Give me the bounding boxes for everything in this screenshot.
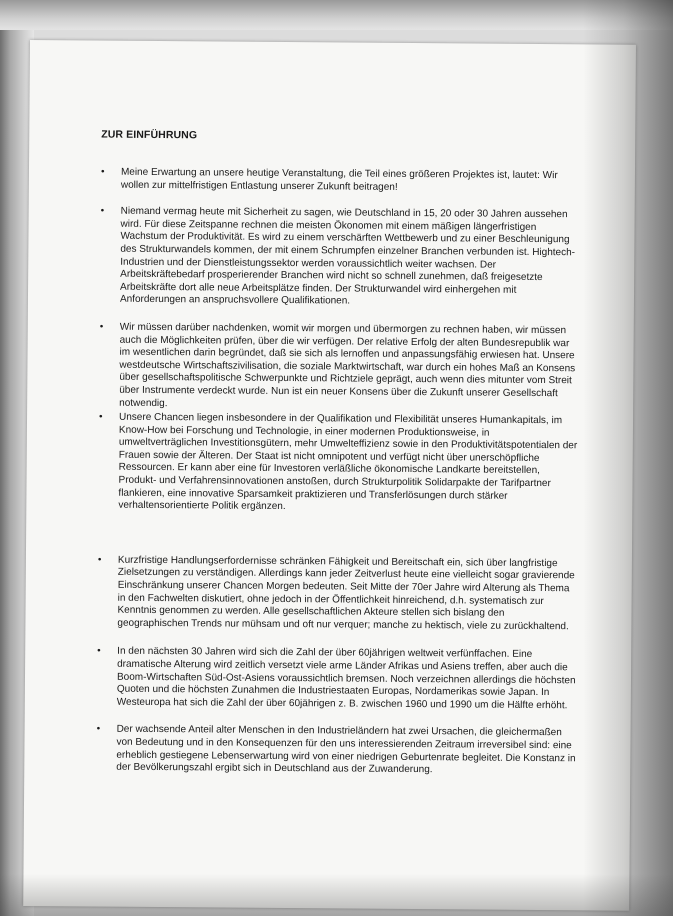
list-item — [97, 646, 577, 713]
paragraph-text: Wir müssen darüber nachdenken, womit wir morgen und übermorgen zu rechnen haben, wir müssen auch die Möglichkeiten prüfen, über die wir verfügen. Der relative Erfolg der alten Bundesrepublik war im wesentlichen darin begründet, daß sie sich als lernoffen und anpassungsfähig erwiesen hat. Unsere westdeutsche Wirtschaftszivilisation, die soziale Marktwirtschaft, war durch ein hohes Maß an Konsens über gesellschaftspolitische Schwerpunkte und Richtziele geprägt, auch wenn dies mitunter vom Streit über Instrumente verdeckt wurde. Nun ist ein neuer Konsens über die Zukunft unserer Gesellschaft notwendig. — [119, 321, 576, 409]
scan-shadow-right — [583, 0, 673, 916]
paragraph-text: Meine Erwartung an unsere heutige Veranstaltung, die Teil eines größeren Projektes ist, lautet: Wir wollen zur mittelfristigen Entlastung unserer Zukunft beitragen! — [120, 166, 558, 193]
bullet-icon: • — [100, 205, 105, 217]
bullet-icon: • — [99, 321, 104, 333]
paragraph-text: In den nächsten 30 Jahren wird sich die Zahl der über 60jährigen weltweit verfünffachen. Eine dramatische Alterung wird zeitlich versetzt viele arme Länder Afrikas und Asiens treffen, aber auch die Boom-Wirtschaften Süd-Ost-Asiens voraussichtlich bremsen. Noch verzeichnen allerdings die höchsten Quoten und die höchsten Zunahmen die Industriestaaten Europas, Nordamerikas sowie Japan. In Westeuropa hat sich die Zahl der über 60jährigen z. B. zwischen 1960 und 1990 um die Hälfte erhöht. — [116, 646, 576, 712]
list-item — [97, 554, 578, 633]
list-item — [96, 724, 576, 778]
bullet-icon: • — [100, 166, 105, 178]
document-title: ZUR EINFÜHRUNG — [101, 128, 198, 142]
bullet-icon: • — [97, 554, 102, 566]
paragraph-text: Kurzfristige Handlungserfordernisse schränken Fähigkeit und Bereitschaft ein, sich über langfristige Zielsetzungen zu verständigen. Allerdings kann jeder Zeitverlust heute eine vielleicht sogar gravierende Einschränkung unserer Chancen Morgen bedeuten. Seit Mitte der 70er Jahre wird Alterung als Thema in den Fachwelten diskutiert, ohne jedoch in der Öffentlichkeit hinreichend, d.h. systematisch zur Kenntnis genommen zu werden. Alle gesellschaftlichen Akteure stellen sich bislang den geographischen Trends nur mühsam und oft nur verquer; manche zu hektisch, viele zu zurückhaltend. — [117, 554, 575, 633]
list-item — [100, 206, 581, 311]
scan-shadow-top — [0, 0, 673, 30]
document-body — [96, 129, 581, 779]
bullet-icon: • — [96, 723, 101, 735]
bullet-icon: • — [98, 411, 103, 423]
paper-sheet — [23, 40, 636, 911]
paragraph-text: Unsere Chancen liegen insbesondere in der Qualifikation und Flexibilität unseres Humankapitals, im Know-How bei Forschung und Technologie, in einer modernen Produktionsweise, in umweltverträglichen Investitionsgütern, mehr Umwelteffizienz sowie in den Produktivitätspotentialen der Frauen sowie der Älteren. Der Staat ist nicht omnipotent und verfügt nicht über unerschöpfliche Ressourcen. Er kann aber eine für Investoren verläßliche ökonomische Landkarte bereitstellen, Produkt- und Verfahrensinnovationen anstoßen, durch Strukturpolitik Solidarpakte der Tarifpartner flankieren, eine innovative Sparsamkeit praktizieren und Transferlösungen durch stärker verhaltensorientierte Politik ergänzen. — [118, 411, 578, 513]
bullet-list — [96, 167, 581, 779]
scan-shadow-bottom — [0, 874, 673, 916]
bullet-icon: • — [97, 645, 101, 657]
paragraph-text: Niemand vermag heute mit Sicherheit zu sagen, wie Deutschland in 15, 20 oder 30 Jahren aussehen wird. Für diese Zeitspanne rechnen die meisten Ökonomen mit einem mäßigen längerfristigen Wachstum der Produktivität. Es wird zu einem verschärften Wettbewerb und zu einer Beschleunigung des Strukturwandels kommen, der mit einem Schrumpfen einzelner Branchen verbunden ist. Hightech-Industrien und der Dienstleistungssektor werden voraussichtlich weiter wachsen. Der Arbeitskräftebedarf prosperierender Branchen wird nicht so schnell zunehmen, daß freigesetzte Arbeitskräfte dort alle neue Arbeitsplätze finden. Der Strukturwandel wird einhergehen mit Anforderungen an anspruchsvollere Qualifikationen. — [119, 205, 576, 307]
paragraph-text: Der wachsende Anteil alter Menschen in den Industrieländern hat zwei Ursachen, die gleichermaßen von Bedeutung und in den Konsequenzen für den uns interessierenden Zeitraum irreversibel sind: eine erheblich gestiegene Lebenserwartung wird von einer niedrigen Geburtenrate begleitet. Die Konstanz in der Bevölkerungszahl ergibt sich in Deutschland aus der Zuwanderung. — [116, 724, 576, 776]
list-item — [99, 321, 580, 413]
list-item — [101, 167, 581, 196]
list-item — [98, 412, 579, 517]
